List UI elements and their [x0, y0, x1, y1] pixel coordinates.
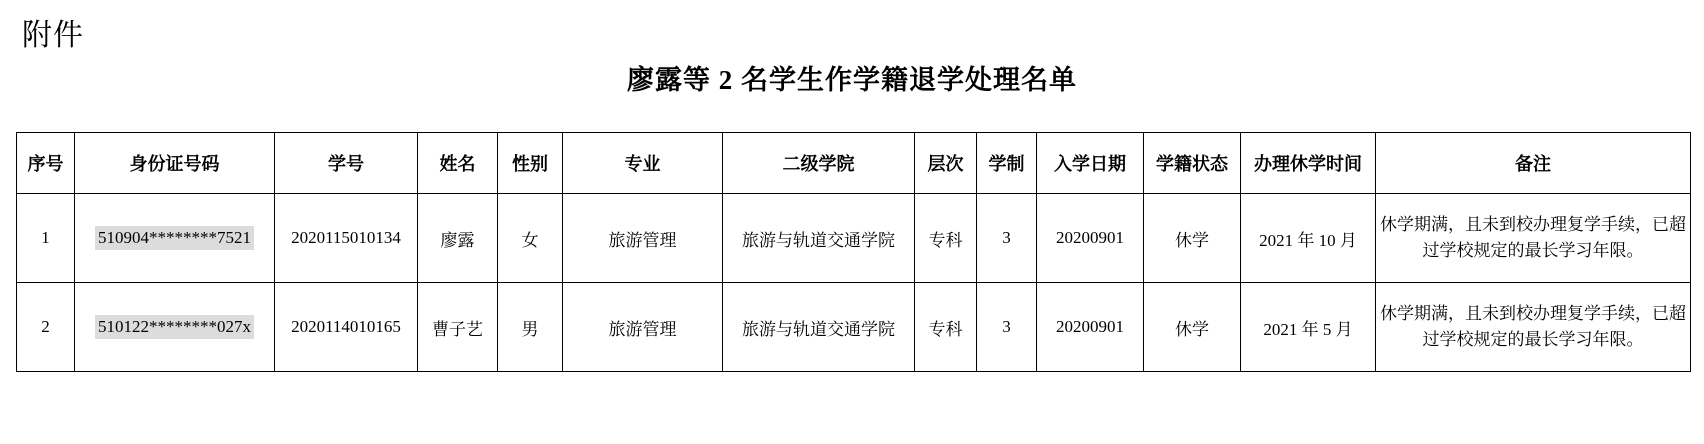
cell-years: 3	[977, 283, 1037, 372]
column-header-seq: 序号	[17, 133, 75, 194]
cell-college: 旅游与轨道交通学院	[723, 194, 915, 283]
column-header-name: 姓名	[418, 133, 498, 194]
cell-id-number	[75, 283, 275, 372]
cell-remark: 休学期满，且未到校办理复学手续，已超过学校规定的最长学习年限。	[1376, 283, 1691, 372]
column-header-years: 学制	[977, 133, 1037, 194]
cell-major: 旅游管理	[563, 194, 723, 283]
cell-remark: 休学期满，且未到校办理复学手续，已超过学校规定的最长学习年限。	[1376, 194, 1691, 283]
cell-seq: 1	[17, 194, 75, 283]
cell-enroll-date: 20200901	[1037, 194, 1144, 283]
redacted-id-number: 510904********7521	[95, 226, 254, 250]
roster-table-container	[16, 132, 1690, 372]
table-row	[17, 194, 1691, 283]
redacted-id-number: 510122********027x	[95, 315, 254, 339]
column-header-student-no: 学号	[275, 133, 418, 194]
column-header-enroll-date: 入学日期	[1037, 133, 1144, 194]
cell-level: 专科	[915, 283, 977, 372]
cell-status: 休学	[1144, 283, 1241, 372]
table-row	[17, 283, 1691, 372]
page-title: 廖露等 2 名学生作学籍退学处理名单	[627, 65, 1077, 95]
cell-level: 专科	[915, 194, 977, 283]
cell-gender: 男	[498, 283, 563, 372]
column-header-college: 二级学院	[723, 133, 915, 194]
cell-years: 3	[977, 194, 1037, 283]
attachment-label: 附件	[22, 19, 84, 52]
column-header-id: 身份证号码	[75, 133, 275, 194]
cell-name: 廖露	[418, 194, 498, 283]
cell-id-number	[75, 194, 275, 283]
cell-status: 休学	[1144, 194, 1241, 283]
cell-student-no: 2020114010165	[275, 283, 418, 372]
column-header-leave-time: 办理休学时间	[1241, 133, 1376, 194]
column-header-level: 层次	[915, 133, 977, 194]
column-header-status: 学籍状态	[1144, 133, 1241, 194]
cell-college: 旅游与轨道交通学院	[723, 283, 915, 372]
column-header-gender: 性别	[498, 133, 563, 194]
column-header-major: 专业	[563, 133, 723, 194]
cell-student-no: 2020115010134	[275, 194, 418, 283]
cell-name: 曹子艺	[418, 283, 498, 372]
cell-major: 旅游管理	[563, 283, 723, 372]
column-header-remark: 备注	[1376, 133, 1691, 194]
table-header-row	[17, 133, 1691, 194]
cell-enroll-date: 20200901	[1037, 283, 1144, 372]
cell-seq: 2	[17, 283, 75, 372]
cell-gender: 女	[498, 194, 563, 283]
cell-leave-time: 2021 年 5 月	[1241, 283, 1376, 372]
cell-leave-time: 2021 年 10 月	[1241, 194, 1376, 283]
roster-table	[16, 132, 1691, 372]
